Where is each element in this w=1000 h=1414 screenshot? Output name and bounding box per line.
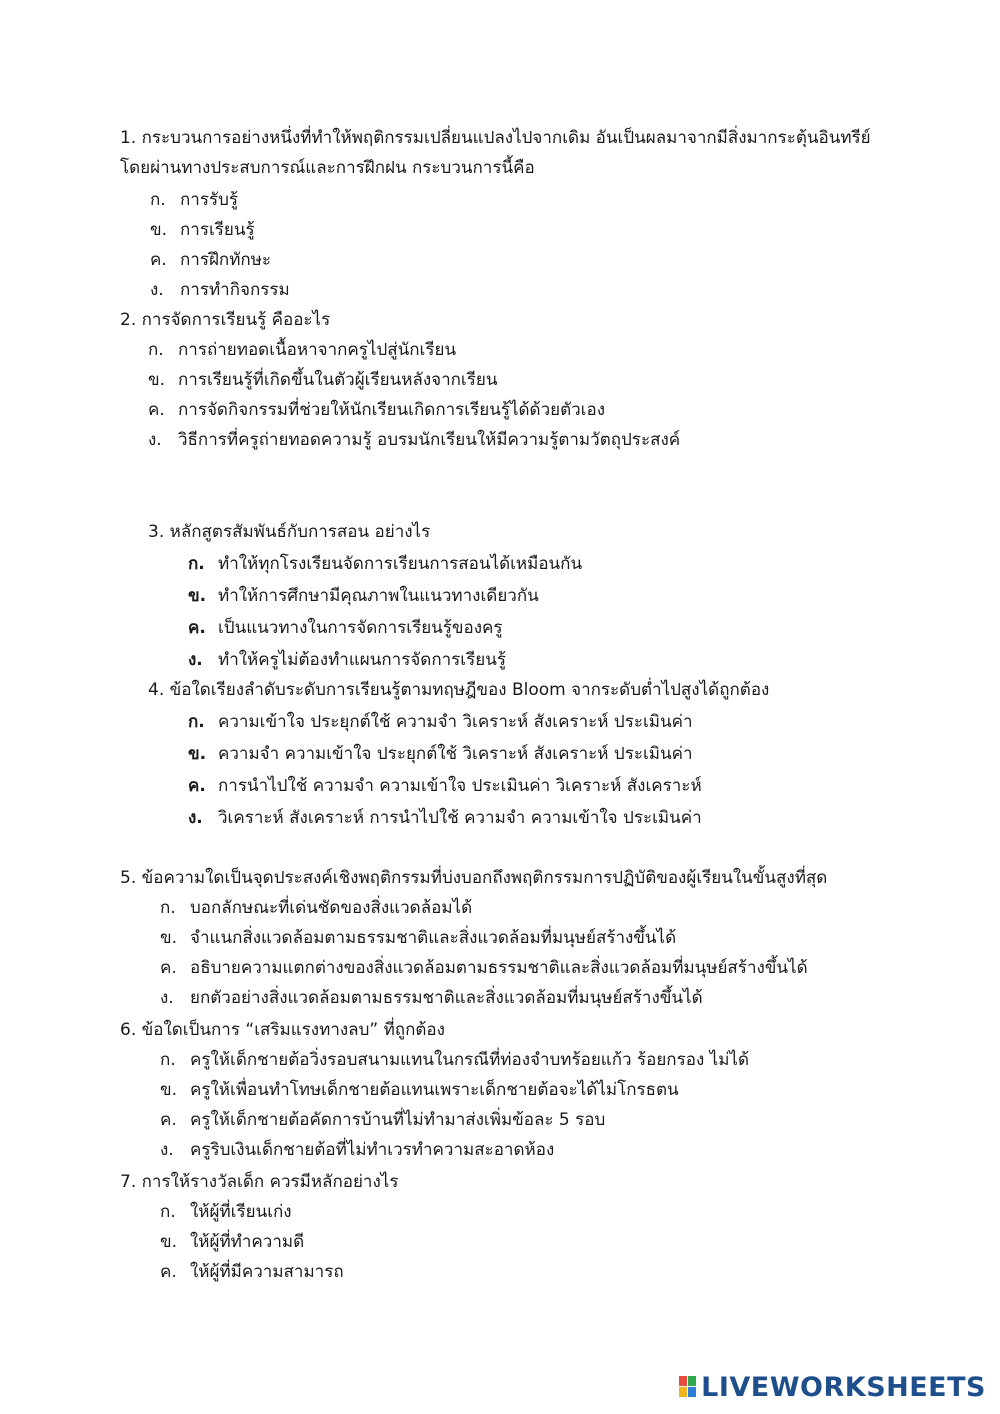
question-1-option-a[interactable] [150, 188, 238, 212]
question-1-option-c[interactable] [150, 248, 271, 272]
question-4-text: 4. ข้อใดเรียงลำดับระดับการเรียนรู้ตามทฤษฎีของ Bloom จากระดับต่ำไปสูงได้ถูกต้อง [148, 680, 770, 700]
question-5-option-b[interactable] [160, 926, 676, 950]
option-letter: ง. [160, 988, 174, 1008]
question-3-option-a[interactable] [188, 552, 582, 576]
question-7-option-b[interactable] [160, 1230, 304, 1254]
question-4-option-c[interactable] [188, 774, 702, 798]
liveworksheets-logo-text: LIVEWORKSHEETS [701, 1371, 986, 1403]
question-3-option-d[interactable] [188, 648, 506, 672]
option-letter: ก. [160, 1050, 176, 1070]
option-text: วิเคราะห์ สังเคราะห์ การนำไปใช้ ความจำ ความเข้าใจ ประเมินค่า [218, 808, 702, 828]
question-5-option-a[interactable] [160, 896, 472, 920]
question-1-option-b[interactable] [150, 218, 255, 242]
logo-square-red [679, 1376, 687, 1386]
question-2-text: 2. การจัดการเรียนรู้ คืออะไร [120, 310, 331, 330]
option-text: จำแนกสิ่งแวดล้อมตามธรรมชาติและสิ่งแวดล้อมที่มนุษย์สร้างขึ้นได้ [190, 928, 677, 948]
option-letter: ง. [150, 280, 164, 300]
question-5-option-c[interactable] [160, 956, 808, 980]
option-text: วิธีการที่ครูถ่ายทอดความรู้ อบรมนักเรียนให้มีความรู้ตามวัตถุประสงค์ [178, 430, 681, 450]
option-text: ความเข้าใจ ประยุกต์ใช้ ความจำ วิเคราะห์ สังเคราะห์ ประเมินค่า [218, 712, 693, 732]
question-6-option-c[interactable] [160, 1108, 605, 1132]
question-2-option-a[interactable] [148, 338, 456, 362]
option-text: ครูให้เพื่อนทำโทษเด็กชายต้อแทนเพราะเด็กชายต้อจะได้ไม่โกรธตน [190, 1080, 679, 1100]
option-letter: ข. [160, 928, 178, 948]
option-text: ให้ผู้ที่ทำความดี [190, 1232, 305, 1252]
question-3-option-c[interactable] [188, 616, 503, 640]
logo-square-green [688, 1376, 696, 1386]
question-7-option-c[interactable] [160, 1260, 344, 1284]
option-text: การเรียนรู้ [180, 220, 255, 240]
option-letter: ง. [188, 650, 203, 670]
option-letter: ก. [148, 340, 164, 360]
option-text: การนำไปใช้ ความจำ ความเข้าใจ ประเมินค่า วิเคราะห์ สังเคราะห์ [218, 776, 702, 796]
option-letter: ก. [160, 898, 176, 918]
option-text: การจัดกิจกรรมที่ช่วยให้นักเรียนเกิดการเรียนรู้ได้ด้วยตัวเอง [178, 400, 605, 420]
option-letter: ก. [160, 1202, 176, 1222]
option-text: อธิบายความแตกต่างของสิ่งแวดล้อมตามธรรมชาติและสิ่งแวดล้อมที่มนุษย์สร้างขึ้นได้ [190, 958, 808, 978]
option-letter: ค. [160, 1262, 177, 1282]
option-letter: ข. [150, 220, 168, 240]
question-2-option-d[interactable] [148, 428, 680, 452]
option-text: ให้ผู้ที่เรียนเก่ง [190, 1202, 292, 1222]
question-5-text: 5. ข้อความใดเป็นจุดประสงค์เชิงพฤติกรรมที่บ่งบอกถึงพฤติกรรมการปฏิบัติของผู้เรียนในขั้นสูงที่สุด [120, 868, 828, 888]
question-7-text: 7. การให้รางวัลเด็ก ควรมีหลักอย่างไร [120, 1172, 399, 1192]
liveworksheets-logo[interactable] [679, 1372, 986, 1402]
option-text: บอกลักษณะที่เด่นชัดของสิ่งแวดล้อมได้ [190, 898, 473, 918]
question-2-option-b[interactable] [148, 368, 497, 392]
logo-square-blue [688, 1387, 696, 1397]
option-text: ความจำ ความเข้าใจ ประยุกต์ใช้ วิเคราะห์ สังเคราะห์ ประเมินค่า [218, 744, 693, 764]
option-letter: ค. [148, 400, 165, 420]
logo-square-yellow [679, 1387, 687, 1397]
liveworksheets-logo-icon [679, 1376, 697, 1398]
option-letter: ข. [148, 370, 166, 390]
option-letter: ค. [188, 776, 206, 796]
option-text: เป็นแนวทางในการจัดการเรียนรู้ของครู [218, 618, 503, 638]
option-text: การถ่ายทอดเนื้อหาจากครูไปสู่นักเรียน [178, 340, 457, 360]
option-text: ให้ผู้ที่มีความสามารถ [190, 1262, 344, 1282]
option-letter: ค. [160, 1110, 177, 1130]
question-2-option-c[interactable] [148, 398, 605, 422]
option-letter: ค. [150, 250, 167, 270]
question-4-option-d[interactable] [188, 806, 702, 830]
option-text: ครูริบเงินเด็กชายต้อที่ไม่ทำเวรทำความสะอาดห้อง [190, 1140, 555, 1160]
question-4-option-a[interactable] [188, 710, 693, 734]
option-text: การฝึกทักษะ [180, 250, 272, 270]
option-text: ทำให้ครูไม่ต้องทำแผนการจัดการเรียนรู้ [218, 650, 506, 670]
question-6-option-d[interactable] [160, 1138, 554, 1162]
option-text: การทำกิจกรรม [180, 280, 290, 300]
question-6-option-a[interactable] [160, 1048, 749, 1072]
question-1-text-line-2: โดยผ่านทางประสบการณ์และการฝึกฝน กระบวนการนี้คือ [120, 158, 535, 178]
option-text: การรับรู้ [180, 190, 239, 210]
question-5-option-d[interactable] [160, 986, 703, 1010]
question-4-option-b[interactable] [188, 742, 693, 766]
option-letter: ง. [160, 1140, 174, 1160]
question-1-option-d[interactable] [150, 278, 290, 302]
option-text: การเรียนรู้ที่เกิดขึ้นในตัวผู้เรียนหลังจากเรียน [178, 370, 498, 390]
option-letter: ค. [160, 958, 177, 978]
option-letter: ข. [188, 744, 207, 764]
option-text: ทำให้ทุกโรงเรียนจัดการเรียนการสอนได้เหมือนกัน [218, 554, 583, 574]
question-7-option-a[interactable] [160, 1200, 292, 1224]
question-3-option-b[interactable] [188, 584, 539, 608]
option-text: ทำให้การศึกษามีคุณภาพในแนวทางเดียวกัน [218, 586, 539, 606]
option-letter: ง. [148, 430, 162, 450]
question-3-text: 3. หลักสูตรสัมพันธ์กับการสอน อย่างไร [148, 522, 431, 542]
option-letter: ค. [188, 618, 206, 638]
option-letter: ข. [188, 586, 207, 606]
option-text: ยกตัวอย่างสิ่งแวดล้อมตามธรรมชาติและสิ่งแวดล้อมที่มนุษย์สร้างขึ้นได้ [190, 988, 703, 1008]
option-text: ครูให้เด็กชายต้อคัดการบ้านที่ไม่ทำมาส่งเพิ่มข้อละ 5 รอบ [190, 1110, 606, 1130]
question-1-text-line-1: 1. กระบวนการอย่างหนึ่งที่ทำให้พฤติกรรมเปลี่ยนแปลงไปจากเดิม อันเป็นผลมาจากมีสิ่งมากระตุ้นอินทรีย์ [120, 128, 871, 148]
option-letter: ก. [188, 554, 205, 574]
question-6-text: 6. ข้อใดเป็นการ “เสริมแรงทางลบ” ที่ถูกต้อง [120, 1020, 445, 1040]
option-letter: ก. [188, 712, 205, 732]
option-letter: ก. [150, 190, 166, 210]
option-letter: ข. [160, 1232, 178, 1252]
question-6-option-b[interactable] [160, 1078, 679, 1102]
option-letter: ข. [160, 1080, 178, 1100]
option-letter: ง. [188, 808, 203, 828]
option-text: ครูให้เด็กชายต้อวิ่งรอบสนามแทนในกรณีที่ท่องจำบทร้อยแก้ว ร้อยกรอง ไม่ได้ [190, 1050, 749, 1070]
